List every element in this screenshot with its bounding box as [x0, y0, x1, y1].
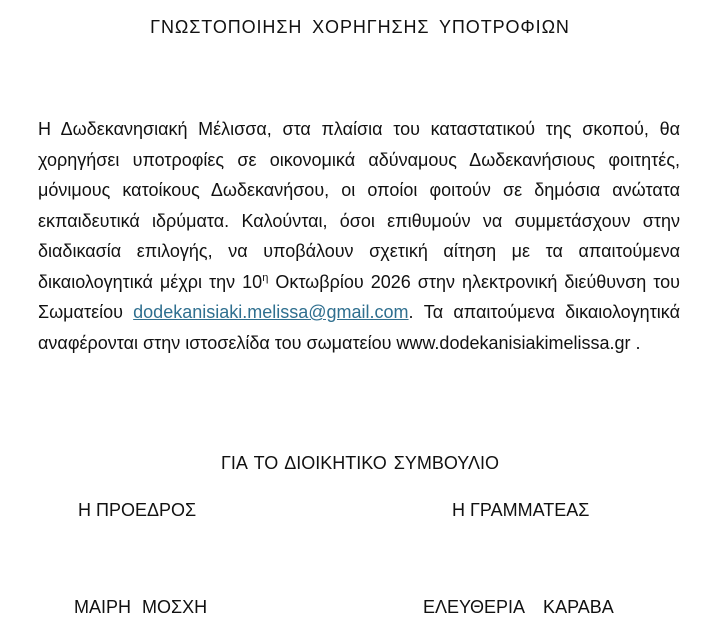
- paragraph-text-part3: . Τα απαιτούμενα δικαιολογητικά αναφέρονται στην ιστοσελίδα του σωματείου www.dodekanisiakimelissa.gr .: [38, 302, 680, 353]
- secretary-name: ΕΛΕΥΘΕΡΙΑ ΚΑΡΑΒΑ: [423, 597, 614, 617]
- board-heading: ΓΙΑ ΤΟ ΔΙΟΙΚΗΤΙΚΟ ΣΥΜΒΟΥΛΙΟ: [220, 453, 499, 473]
- paragraph-text-part2: Οκτωβρίου 2026 στην ηλεκτρονική διεύθυνση του Σωματείου: [38, 271, 680, 322]
- ordinal-superscript: η: [262, 271, 269, 284]
- president-name: ΜΑΙΡΗ ΜΟΣΧΗ: [74, 597, 208, 617]
- paragraph-text-part1: Η Δωδεκανησιακή Μέλισσα, στα πλαίσια του καταστατικού της σκοπού, θα χορηγήσει υποτροφίες σε οικονομικά αδύναμους Δωδεκανήσιους φοιτητές, μόνιμους κατοίκους Δωδεκανήσου, οι οποίοι φοιτούν σε δημόσια ανώτατα εκπαιδευτικά ιδρύματα. Καλούνται, όσοι επιθυμούν να συμμετάσχουν στην διαδικασία επιλογής, να υποβάλουν σχετική αίτηση με τα απαιτούμενα δικαιολογητικά μέχρι την 10: [38, 119, 680, 292]
- email-link[interactable]: dodekanisiaki.melissa@gmail.com: [133, 302, 409, 322]
- announcement-paragraph: [38, 114, 680, 358]
- secretary-role: Η ΓΡΑΜΜΑΤΕΑΣ: [452, 500, 590, 520]
- document-title: ΓΝΩΣΤΟΠΟΙΗΣΗ ΧΟΡΗΓΗΣΗΣ ΥΠΟΤΡΟΦΙΩΝ: [150, 17, 570, 37]
- president-role: Η ΠΡΟΕΔΡΟΣ: [78, 500, 197, 520]
